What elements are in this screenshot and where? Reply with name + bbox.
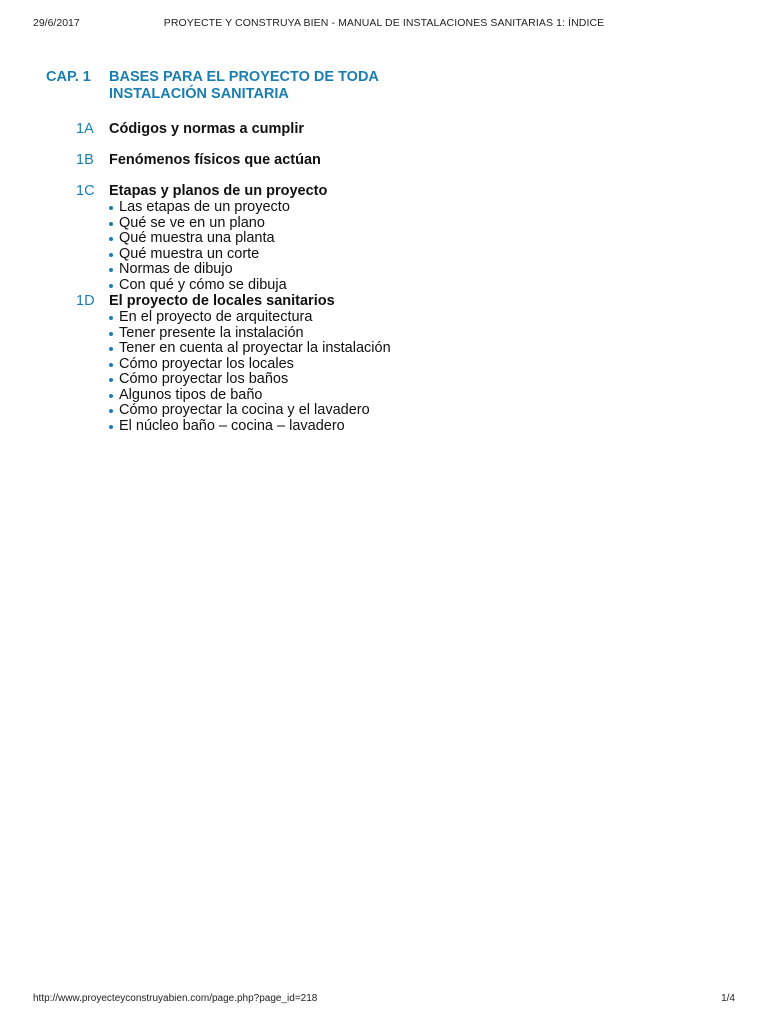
list-item[interactable] bbox=[109, 262, 726, 278]
list-item-label: Tener en cuenta al proyectar la instalación bbox=[119, 340, 391, 356]
list-item-label: Algunos tipos de baño bbox=[119, 386, 263, 403]
bullet-icon bbox=[109, 316, 113, 320]
section-title[interactable]: El proyecto de locales sanitarios bbox=[109, 293, 335, 309]
list-item[interactable] bbox=[109, 247, 726, 263]
bullet-icon bbox=[109, 206, 113, 210]
bullet-icon bbox=[109, 222, 113, 226]
section-1c bbox=[46, 183, 726, 293]
list-item[interactable] bbox=[109, 388, 726, 404]
list-item-label: Normas de dibujo bbox=[119, 261, 233, 277]
list-item[interactable] bbox=[109, 200, 726, 216]
list-item-label: Las etapas de un proyecto bbox=[119, 199, 290, 215]
list-item-label: En el proyecto de arquitectura bbox=[119, 309, 313, 325]
bullet-icon bbox=[109, 268, 113, 272]
section-title[interactable]: Etapas y planos de un proyecto bbox=[109, 183, 328, 199]
section-1a[interactable] bbox=[46, 121, 726, 138]
list-item-label: Cómo proyectar los locales bbox=[119, 355, 294, 372]
section-items bbox=[109, 310, 726, 434]
chapter-title-line2: INSTALACIÓN SANITARIA bbox=[109, 86, 289, 102]
list-item-label: Cómo proyectar los baños bbox=[119, 371, 289, 387]
list-item[interactable] bbox=[109, 231, 726, 247]
chapter-title bbox=[109, 69, 449, 103]
bullet-icon bbox=[109, 284, 113, 288]
bullet-icon bbox=[109, 347, 113, 351]
section-title[interactable]: Códigos y normas a cumplir bbox=[109, 121, 304, 137]
section-title[interactable]: Fenómenos físicos que actúan bbox=[109, 152, 321, 168]
bullet-icon bbox=[109, 425, 113, 429]
section-number: 1A bbox=[76, 121, 94, 137]
list-item-label: Tener presente la instalación bbox=[119, 324, 304, 341]
bullet-icon bbox=[109, 378, 113, 382]
chapter-heading bbox=[46, 69, 726, 121]
list-item-label: Cómo proyectar la cocina y el lavadero bbox=[119, 402, 370, 418]
list-item[interactable] bbox=[109, 216, 726, 232]
list-item[interactable] bbox=[109, 341, 726, 357]
index-content bbox=[46, 69, 726, 434]
bullet-icon bbox=[109, 363, 113, 367]
page-counter: 1/4 bbox=[721, 993, 735, 1004]
section-1d bbox=[46, 293, 726, 434]
bullet-icon bbox=[109, 394, 113, 398]
list-item-label: Qué muestra una planta bbox=[119, 230, 275, 246]
list-item-label: Con qué y cómo se dibuja bbox=[119, 276, 287, 293]
section-number: 1C bbox=[76, 183, 95, 199]
list-item[interactable] bbox=[109, 326, 726, 342]
list-item[interactable] bbox=[109, 310, 726, 326]
section-number: 1B bbox=[76, 152, 94, 168]
list-item-label: Qué muestra un corte bbox=[119, 245, 260, 262]
bullet-icon bbox=[109, 253, 113, 257]
print-title: PROYECTE Y CONSTRUYA BIEN - MANUAL DE INSTALACIONES SANITARIAS 1: ÍNDICE bbox=[163, 17, 605, 29]
print-footer bbox=[33, 993, 735, 1007]
section-1b[interactable] bbox=[46, 152, 726, 169]
list-item-label: Qué se ve en un plano bbox=[119, 214, 265, 231]
list-item[interactable] bbox=[109, 278, 726, 294]
list-item[interactable] bbox=[109, 357, 726, 373]
list-item[interactable] bbox=[109, 372, 726, 388]
section-number: 1D bbox=[76, 293, 95, 309]
bullet-icon bbox=[109, 332, 113, 336]
page-url[interactable]: http://www.proyecteyconstruyabien.com/page.php?page_id=218 bbox=[33, 993, 318, 1004]
bullet-icon bbox=[109, 409, 113, 413]
bullet-icon bbox=[109, 237, 113, 241]
print-header bbox=[33, 17, 735, 31]
section-items bbox=[109, 200, 726, 293]
chapter-number: CAP. 1 bbox=[46, 69, 91, 85]
list-item[interactable] bbox=[109, 419, 726, 435]
list-item[interactable] bbox=[109, 403, 726, 419]
list-item-label: El núcleo baño – cocina – lavadero bbox=[119, 417, 345, 434]
print-date: 29/6/2017 bbox=[33, 17, 80, 29]
chapter-title-line1: BASES PARA EL PROYECTO DE TODA bbox=[109, 69, 379, 85]
